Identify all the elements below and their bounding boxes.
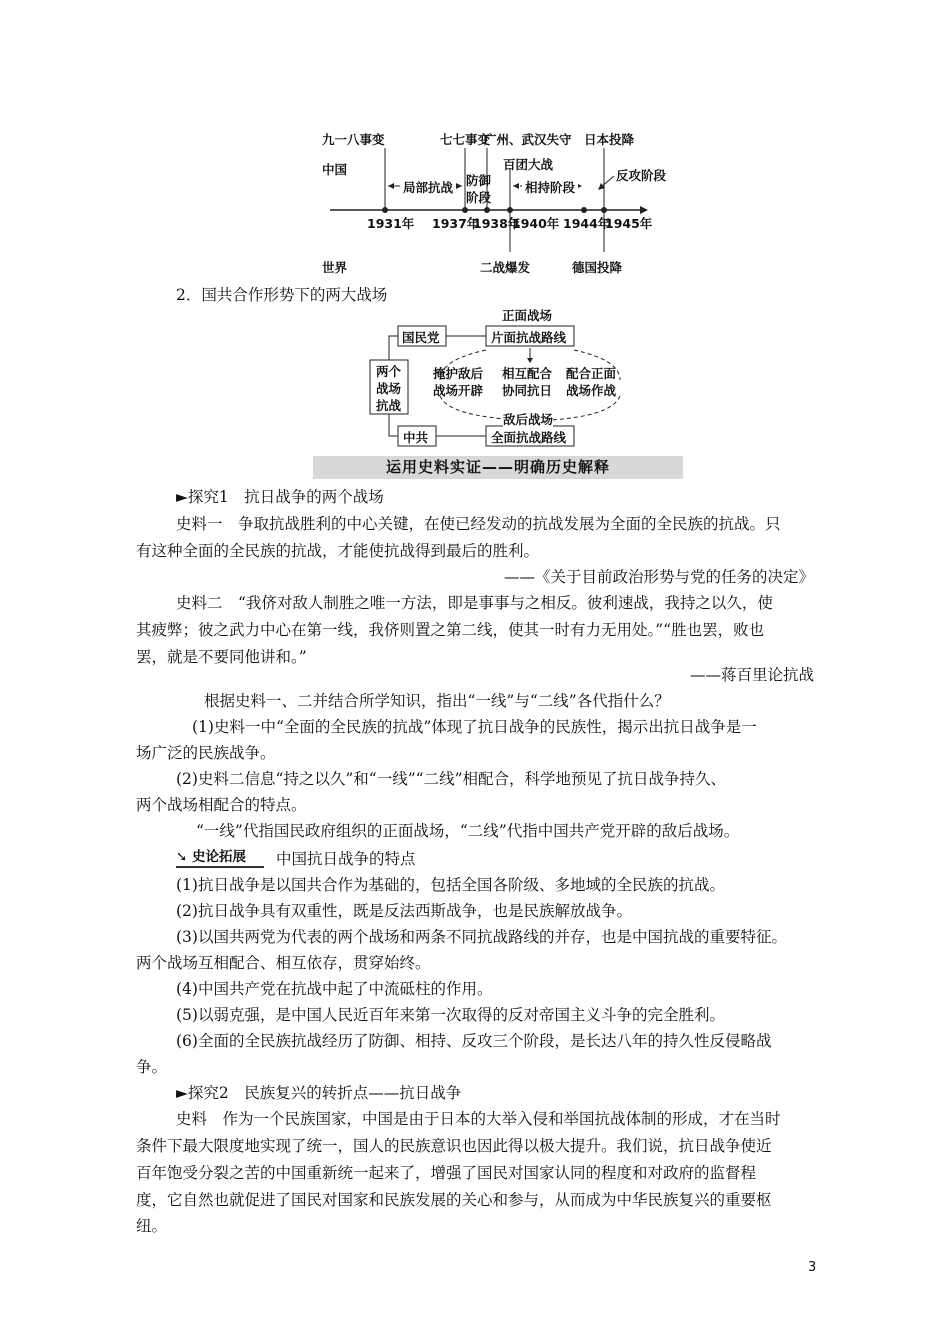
extension-p1: (1)抗日战争是以国共合作为基础的，包括全国各阶级、多地域的全民族的抗战。 <box>176 876 725 894</box>
phase-defense-1: 防御 <box>466 173 492 188</box>
event-77: 七七事变 <box>440 132 491 147</box>
extension-tag <box>176 847 246 867</box>
event-baituan: 百团大战 <box>503 157 554 172</box>
year-1944: 1944年 <box>563 216 611 231</box>
diagram-two-fields-3: 抗战 <box>376 398 402 413</box>
answer2-line2: 两个战场相配合的特点。 <box>136 796 307 814</box>
answer1-line2: 场广泛的民族战争。 <box>136 744 276 762</box>
diagram-right-text-1: 配合正面 <box>566 366 617 381</box>
extension-arrow-icon: ➘ <box>176 849 188 865</box>
section-banner <box>313 456 683 479</box>
extension-p2: (2)抗日战争具有双重性，既是反法西斯战争，也是民族解放战争。 <box>176 902 632 920</box>
extension-title: 中国抗日战争的特点 <box>276 850 416 868</box>
diagram-rear-label: 敌后战场 <box>503 412 554 427</box>
label-china: 中国 <box>322 162 348 177</box>
diagram-full-line: 全面抗战路线 <box>491 430 567 445</box>
phase-local: 局部抗战 <box>400 178 456 196</box>
source2-cite: ——蒋百里论抗战 <box>689 666 814 684</box>
phase-fangong: 反攻阶段 <box>616 168 667 183</box>
extension-p3-line1: (3)以国共两党为代表的两个战场和两条不同抗战路线的并存，也是中国抗战的重要特征。 <box>176 928 787 946</box>
explore2-line1: 史料 作为一个民族国家，中国是由于日本的大举入侵和举国抗战体制的形成，才在当时 <box>176 1110 781 1128</box>
diagram-left-text-1: 掩护敌后 <box>433 366 484 381</box>
extension-p6-line2: 争。 <box>136 1058 168 1076</box>
extension-p3-line2: 两个战场互相配合、相互依存，贯穿始终。 <box>136 954 431 972</box>
event-ww2-start: 二战爆发 <box>480 260 531 275</box>
banner-title: 运用史料实证——明确历史解释 <box>385 458 610 476</box>
source1-line2: 有这种全面的全民族的抗战，才能使抗战得到最后的胜利。 <box>136 542 540 560</box>
answer1-line1: (1)史料一中“全面的全民族的抗战”体现了抗日战争的民族性，揭示出抗日战争是一 <box>192 718 757 736</box>
event-germany-surrender: 德国投降 <box>572 260 623 275</box>
source2-line2: 其疲弊；彼之武力中心在第一线，我侪则置之第二线，使其一时有力无用处。”“胜也罢，败也 <box>136 621 765 639</box>
explore1-answer: “一线”代指国民政府组织的正面战场，“二线”代指中国共产党开辟的敌后战场。 <box>196 822 740 840</box>
diagram-two-fields-1: 两个 <box>376 364 402 379</box>
diagram-two-fields-2: 战场 <box>376 381 402 396</box>
explore1-title: ►探究1 抗日战争的两个战场 <box>176 488 384 506</box>
explore2-line4: 度，它自然也就促进了国民对国家和民族发展的关心和参与，从而成为中华民族复兴的重要枢 <box>136 1191 772 1209</box>
explore2-line2: 条件下最大限度地实现了统一，国人的民族意识也因此得以极大提升。我们说，抗日战争使近 <box>136 1137 772 1155</box>
explore2-line5: 纽。 <box>136 1217 168 1235</box>
diagram-mid-text-1: 相互配合 <box>502 366 553 381</box>
year-1945: 1945年 <box>605 216 653 231</box>
diagram-mid-text-2: 协同抗日 <box>502 383 553 398</box>
answer2-line1: (2)史料二信息“持之以久”和“一线”“二线”相配合，科学地预见了抗日战争持久、 <box>176 770 727 788</box>
year-1931: 1931年 <box>367 216 415 231</box>
extension-p5: (5)以弱克强，是中国人民近百年来第一次取得的反对帝国主义斗争的完全胜利。 <box>176 1006 725 1024</box>
extension-p4: (4)中国共产党在抗战中起了中流砥柱的作用。 <box>176 980 493 998</box>
year-1937: 1937年 <box>432 216 480 231</box>
source2-line1: 史料二 “我侪对敌人制胜之唯一方法，即是事事与之相反。彼利速战，我持之以久，使 <box>176 594 773 612</box>
source1-cite: ——《关于目前政治形势与党的任务的决定》 <box>503 568 814 586</box>
year-1940: 1940年 <box>512 216 560 231</box>
diagram-cpc: 中共 <box>403 430 429 445</box>
diagram-partial-line: 片面抗战路线 <box>491 330 567 345</box>
extension-p6-line1: (6)全面的全民族抗战经历了防御、相持、反攻三个阶段，是长达八年的持久性反侵略战 <box>176 1032 772 1050</box>
explore1-question: 根据史料一、二并结合所学知识，指出“一线”与“二线”各代指什么？ <box>204 692 670 710</box>
explore2-line3: 百年饱受分裂之苦的中国重新统一起来了，增强了国民对国家认同的程度和对政府的监督程 <box>136 1164 757 1182</box>
source2-line3: 罢，就是不要同他讲和。” <box>136 648 307 666</box>
event-japan-surrender: 日本投降 <box>584 132 635 147</box>
tick-1944 <box>581 207 587 213</box>
page-number: 3 <box>808 1260 817 1275</box>
explore2-title: ►探究2 民族复兴的转折点——抗日战争 <box>176 1084 462 1102</box>
year-1938: 1938年 <box>473 216 521 231</box>
event-918: 九一八事变 <box>322 132 385 147</box>
event-guangzhou-wuhan: 广州、武汉失守 <box>484 132 572 147</box>
phase-defense-2: 阶段 <box>466 190 492 205</box>
phase-stalemate: 相持阶段 <box>522 178 578 196</box>
diagram-right-text-2: 战场作战 <box>566 383 617 398</box>
diagram-left-text-2: 战场开辟 <box>433 383 484 398</box>
section2-title: 2．国共合作形势下的两大战场 <box>176 286 388 304</box>
extension-tag-label: 史论拓展 <box>192 849 247 865</box>
source1-line1: 史料一 争取抗战胜利的中心关键，在使已经发动的抗战发展为全面的全民族的抗战。只 <box>176 515 781 533</box>
label-world: 世界 <box>322 260 348 275</box>
diagram-front-label: 正面战场 <box>502 308 553 323</box>
diagram-kmt: 国民党 <box>402 330 440 345</box>
